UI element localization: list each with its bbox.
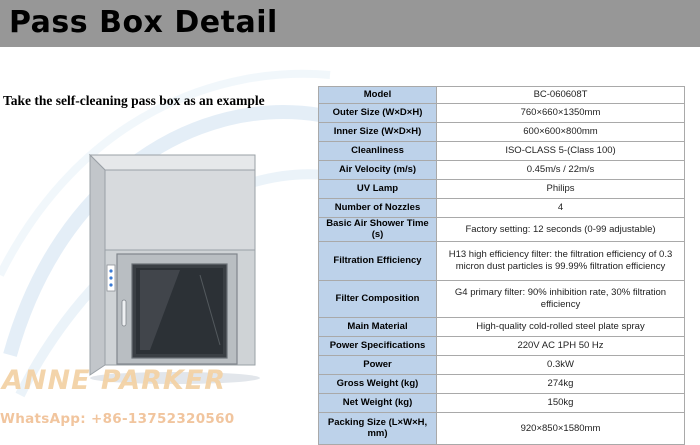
header-bar bbox=[0, 0, 700, 47]
table-row bbox=[319, 123, 685, 142]
spec-label: Number of Nozzles bbox=[319, 199, 437, 218]
spec-label: Outer Size (W×D×H) bbox=[319, 104, 437, 123]
spec-value: Factory setting: 12 seconds (0-99 adjustable) bbox=[437, 218, 685, 242]
spec-label: Basic Air Shower Time (s) bbox=[319, 218, 437, 242]
spec-value: High-quality cold-rolled steel plate spray bbox=[437, 317, 685, 336]
table-row bbox=[319, 180, 685, 199]
spec-value: BC-060608T bbox=[437, 87, 685, 104]
spec-label: Gross Weight (kg) bbox=[319, 374, 437, 393]
spec-value: 600×600×800mm bbox=[437, 123, 685, 142]
spec-value: 920×850×1580mm bbox=[437, 412, 685, 444]
table-row bbox=[319, 87, 685, 104]
spec-label: Main Material bbox=[319, 317, 437, 336]
table-row bbox=[319, 355, 685, 374]
brand-watermark-logo: ANNE PARKER bbox=[2, 365, 227, 396]
spec-label: Net Weight (kg) bbox=[319, 393, 437, 412]
spec-label: Power bbox=[319, 355, 437, 374]
table-row bbox=[319, 336, 685, 355]
table-row bbox=[319, 218, 685, 242]
spec-value: G4 primary filter: 90% inhibition rate, 30% filtration efficiency bbox=[437, 280, 685, 317]
spec-label: Packing Size (L×W×H, mm) bbox=[319, 412, 437, 444]
table-row bbox=[319, 161, 685, 180]
spec-label: Model bbox=[319, 87, 437, 104]
spec-value: 220V AC 1PH 50 Hz bbox=[437, 336, 685, 355]
spec-value: Philips bbox=[437, 180, 685, 199]
table-row bbox=[319, 104, 685, 123]
table-row bbox=[319, 374, 685, 393]
intro-caption: Take the self-cleaning pass box as an example bbox=[3, 93, 265, 108]
spec-value: 760×660×1350mm bbox=[437, 104, 685, 123]
table-row bbox=[319, 412, 685, 444]
spec-label: Filtration Efficiency bbox=[319, 241, 437, 280]
spec-value: 150kg bbox=[437, 393, 685, 412]
table-row bbox=[319, 317, 685, 336]
page-title: Pass Box Detail bbox=[9, 5, 278, 40]
spec-label: Cleanliness bbox=[319, 142, 437, 161]
spec-label: Power Specifications bbox=[319, 336, 437, 355]
spec-value: ISO-CLASS 5-(Class 100) bbox=[437, 142, 685, 161]
table-row bbox=[319, 142, 685, 161]
spec-table bbox=[318, 86, 685, 445]
table-row bbox=[319, 241, 685, 280]
pass-box-illustration bbox=[60, 150, 260, 390]
spec-label: Inner Size (W×D×H) bbox=[319, 123, 437, 142]
spec-value: 274kg bbox=[437, 374, 685, 393]
spec-value: 0.3kW bbox=[437, 355, 685, 374]
spec-label: UV Lamp bbox=[319, 180, 437, 199]
whatsapp-contact-text: WhatsApp: +86-13752320560 bbox=[0, 411, 235, 427]
table-row bbox=[319, 199, 685, 218]
spec-value: 4 bbox=[437, 199, 685, 218]
spec-value: H13 high efficiency filter: the filtration efficiency of 0.3 micron dust particles is 99.99% filtration efficiency bbox=[437, 241, 685, 280]
spec-label: Air Velocity (m/s) bbox=[319, 161, 437, 180]
spec-label: Filter Composition bbox=[319, 280, 437, 317]
table-row bbox=[319, 280, 685, 317]
spec-value: 0.45m/s / 22m/s bbox=[437, 161, 685, 180]
table-row bbox=[319, 393, 685, 412]
